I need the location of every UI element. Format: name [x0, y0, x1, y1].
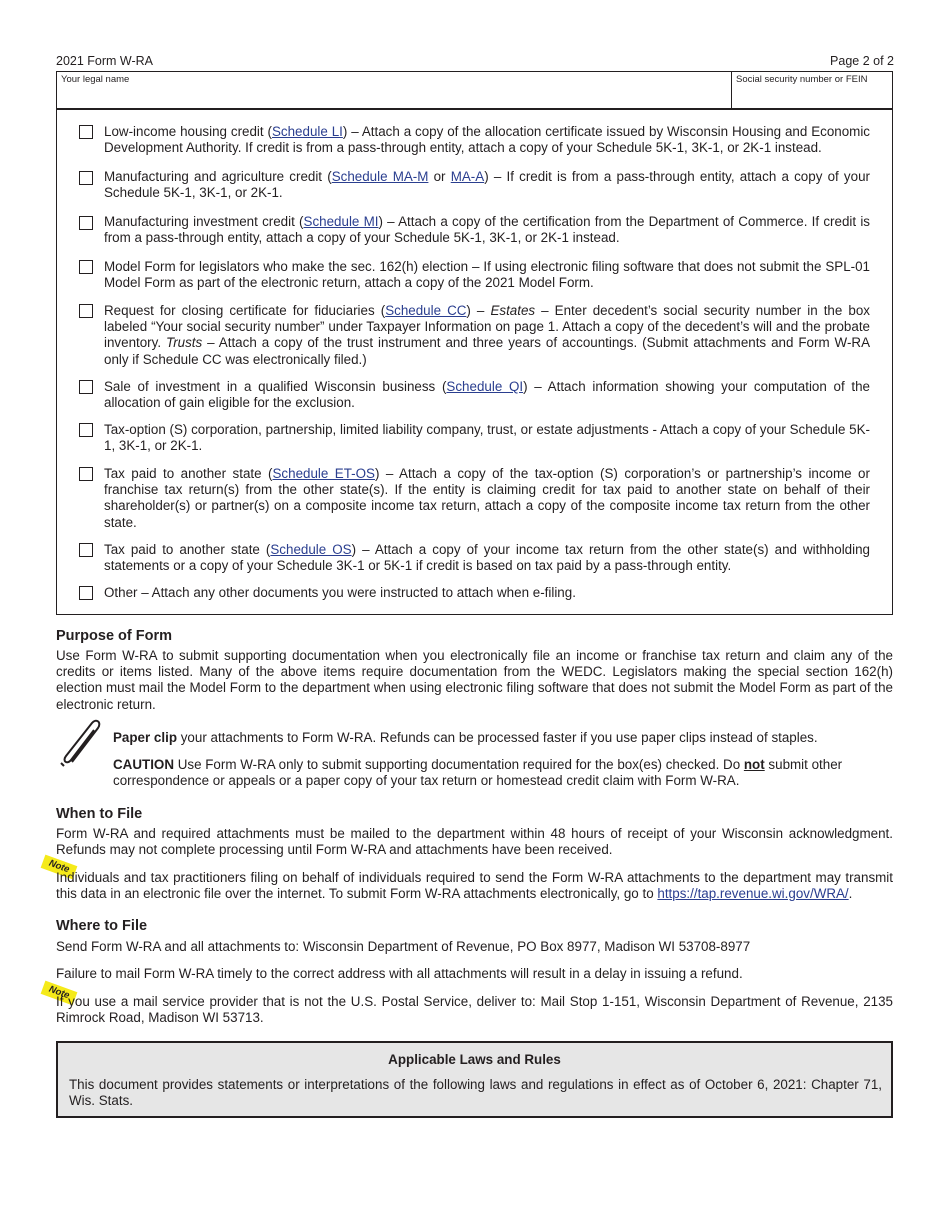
where-note: If you use a mail service provider that is not the U.S. Postal Service, deliver to: Mail Stop 1-151, Wisconsin Department of Revenue, 2135 Rimrock Road, Madison WI 53713.	[56, 994, 893, 1026]
where-failure: Failure to mail Form W-RA timely to the correct address with all attachments will result in a delay in issuing a refund.	[56, 966, 743, 981]
checklist-item-manufacturing-investment: Manufacturing investment credit (Schedule MI) – Attach a copy of the certification from the Department of Commerce. If credit is from a pass-through entity, attach a copy of your Schedule 5K-1, 3K-1, or 2K-1 instead.	[104, 214, 870, 246]
checklist-item-other: Other – Attach any other documents you were instructed to attach when e-filing.	[104, 585, 576, 600]
schedule-qi-link[interactable]: Schedule QI	[446, 379, 524, 394]
checklist-item-low-income-housing: Low-income housing credit (Schedule LI) – Attach a copy of the allocation certificate issued by Wisconsin Housing and Economic Development Authority. If credit is from a pass-through entity, attach a copy of your Schedule 5K-1, 3K-1, or 2K-1 instead.	[104, 124, 870, 156]
paper-clip-instruction: Paper clip your attachments to Form W-RA. Refunds can be processed faster if you use paper clips instead of staples.	[113, 730, 818, 745]
checklist-item-tax-option-adjustments: Tax-option (S) corporation, partnership, limited liability company, trust, or estate adjustments - Attach a copy of your Schedule 5K-1, 3K-1, or 2K-1.	[104, 422, 870, 454]
legal-name-field[interactable]: Your legal name	[61, 74, 130, 85]
checkbox-other[interactable]	[79, 586, 93, 600]
laws-title: Applicable Laws and Rules	[388, 1052, 561, 1067]
checkbox-tax-paid-et-os[interactable]	[79, 467, 93, 481]
checkbox-model-form[interactable]	[79, 260, 93, 274]
where-title: Where to File	[56, 918, 148, 934]
schedule-li-link[interactable]: Schedule LI	[271, 124, 343, 139]
checklist-item-manufacturing-agriculture: Manufacturing and agriculture credit (Schedule MA-M or MA-A) – If credit is from a pass-through entity, attach a copy of your Schedule 5K-1, 3K-1, or 2K-1.	[104, 169, 870, 201]
checklist-item-tax-paid-os: Tax paid to another state (Schedule OS) – Attach a copy of your income tax return from the other state(s) and withholding statements or a copy of your Schedule 3K-1 or 5K-1 if credit is based on tax paid by a pass-through entity.	[104, 542, 870, 574]
schedule-cc-link[interactable]: Schedule CC	[385, 303, 467, 318]
checkbox-tax-paid-os[interactable]	[79, 543, 93, 557]
form-name: 2021 Form W-RA	[56, 54, 154, 68]
where-address: Send Form W-RA and all attachments to: Wisconsin Department of Revenue, PO Box 8977, Madison WI 53708-8977	[56, 939, 751, 954]
schedule-ma-m-link[interactable]: Schedule MA-M	[331, 169, 429, 184]
name-box	[56, 71, 893, 110]
schedule-ma-a-link[interactable]: MA-A	[450, 169, 485, 184]
schedule-os-link[interactable]: Schedule OS	[270, 542, 352, 557]
schedule-mi-link[interactable]: Schedule MI	[303, 214, 379, 229]
laws-text: This document provides statements or interpretations of the following laws and regulations in effect as of October 6, 2021: Chapter 71, Wis. Stats.	[69, 1077, 882, 1109]
attachment-checklist	[56, 110, 893, 615]
purpose-text: Use Form W-RA to submit supporting documentation when you electronically file an income or franchise tax return and claim any of the credits or items listed. Many of the above items require documentation from the WEDC. Legislators making the special section 162(h) election must mail the Model Form to the department when using electronic filing software that does not submit the Model Form as part of the electronic return.	[56, 648, 893, 712]
checkbox-manufacturing-agriculture[interactable]	[79, 171, 93, 185]
checklist-item-model-form: Model Form for legislators who make the sec. 162(h) election – If using electronic filing software that does not submit the SPL-01 Model Form as part of the electronic return, attach a copy of the 2021 Model Form.	[104, 259, 870, 291]
note-icon: Note	[41, 855, 78, 880]
paper-clip-icon	[58, 718, 106, 768]
when-title: When to File	[56, 806, 143, 822]
checkbox-tax-option-adjustments[interactable]	[79, 423, 93, 437]
checkbox-manufacturing-investment[interactable]	[79, 216, 93, 230]
wra-upload-link[interactable]: https://tap.revenue.wi.gov/WRA/	[657, 886, 849, 902]
checklist-item-tax-paid-et-os: Tax paid to another state (Schedule ET-OS) – Attach a copy of the tax-option (S) corporation’s or partnership’s income or franchise tax return(s) from the other state(s). If the entity is claiming credit for tax paid to another state on behalf of their shareholder(s) or partner(s) on a composite income tax return, attach a copy of the composite income tax return from the other state.	[104, 466, 870, 530]
purpose-title: Purpose of Form	[56, 628, 173, 644]
checklist-item-closing-certificate: Request for closing certificate for fiduciaries (Schedule CC) – Estates – Enter decedent’s social security number in the box labeled “Your social security number” under Taxpayer Information on page 1. Attach a copy of the decedent’s will and the probate inventory. Trusts – Attach a copy of the trust instrument and three years of accountings. (Submit attachments and Form W-RA only if Schedule CC was electronically filed.)	[104, 303, 870, 367]
when-text: Form W-RA and required attachments must be mailed to the department within 48 hours of receipt of your Wisconsin acknowledgment. Refunds may not complete processing until Form W-RA and attachments have been received.	[56, 826, 893, 858]
checkbox-qualified-wi-business[interactable]	[79, 380, 93, 394]
note-icon: Note	[41, 981, 78, 1006]
ssn-field[interactable]: Social security number or FEIN	[731, 72, 891, 108]
applicable-laws-box	[56, 1041, 893, 1118]
checkbox-closing-certificate[interactable]	[79, 304, 93, 318]
schedule-et-os-link[interactable]: Schedule ET-OS	[272, 466, 375, 481]
checklist-item-qualified-wi-business: Sale of investment in a qualified Wisconsin business (Schedule QI) – Attach information showing your computation of the allocation of gain eligible for the exclusion.	[104, 379, 871, 411]
page-number: Page 2 of 2	[830, 54, 894, 68]
caution-text: CAUTION Use Form W-RA only to submit supporting documentation required for the box(es) checked. Do not submit other correspondence or appeals or a paper copy of your tax return or homestead credit claim with Form W-RA.	[113, 757, 843, 789]
when-note: Individuals and tax practitioners filing on behalf of individuals required to send the Form W-RA attachments to the department may transmit this data in an electronic file over the internet. To submit Form W-RA attachments electronically, go to https://tap.revenue.wi.gov/WRA/.	[56, 870, 893, 902]
checkbox-low-income-housing[interactable]	[79, 125, 93, 139]
